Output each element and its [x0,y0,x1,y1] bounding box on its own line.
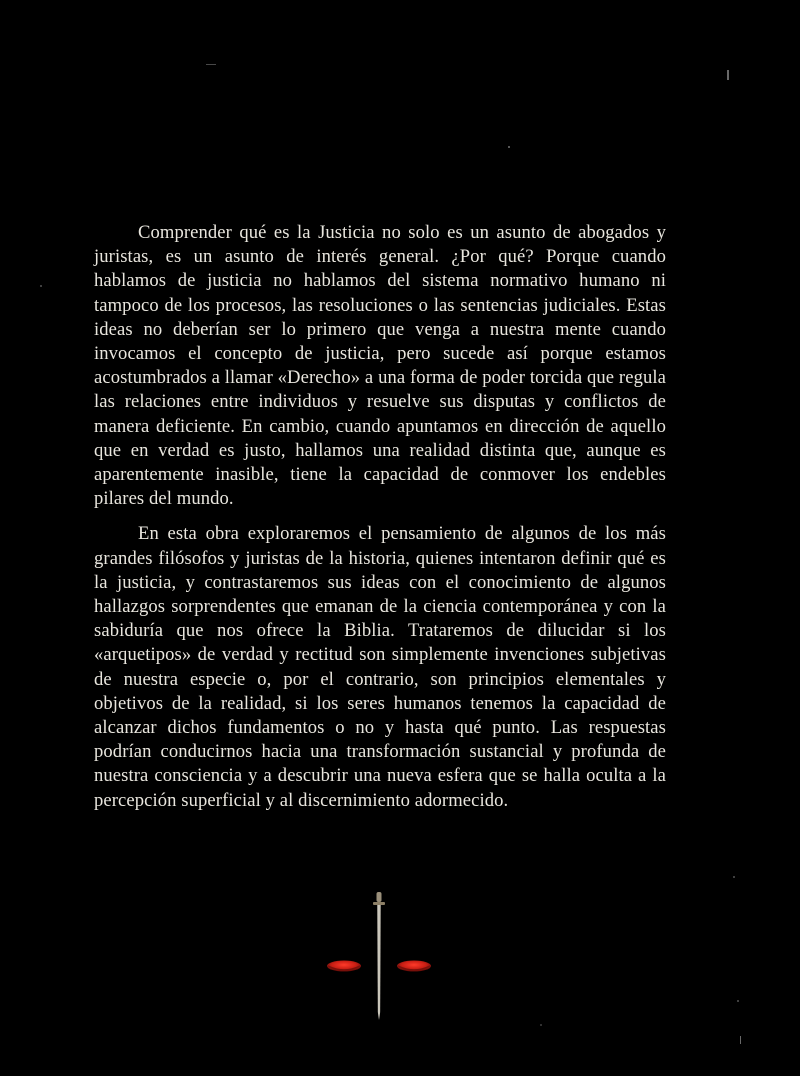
dust-speck [206,64,216,65]
dust-speck [727,70,729,80]
paragraph-2: En esta obra exploraremos el pensamiento de algunos de los más grandes filósofos y juristas de la historia, quienes intentaron definir qué es la justicia, y contrastaremos sus ideas con el conocimiento de algunos hallazgos sorprendentes que emanan de la ciencia contemporánea y con la sabiduría que nos ofrece la Biblia. Trataremos de dilucidar si los «arquetipos» de verdad y rectitud son simplemente invenciones subjetivas de nuestra especie o, por el contrario, son principios elementales y objetivos de la realidad, si los seres humanos tenemos la capacidad de alcanzar dichos fundamentos o no y hasta qué punto. Las respuestas podrían conducirnos hacia una transformación sustancial y profunda de nuestra consciencia y a descubrir una nueva esfera que se halla oculta a la percepción superficial y al discernimiento adormecido. [94,523,666,811]
dust-speck [508,146,510,148]
dust-speck [737,1000,739,1002]
dust-speck [733,876,735,878]
dust-speck [740,1036,741,1044]
sword-guard [373,902,385,905]
sword-hilt [377,892,382,902]
dust-speck [540,1024,542,1026]
paragraph-1: Comprender qué es la Justicia no solo es un asunto de abogados y juristas, es un asunto de interés general. ¿Por qué? Porque cuando hablamos de justicia no hablamos del sistema normativo humano ni tampoco de los procesos, las resoluciones o las sentencias judiciales. Estas ideas no deberían ser lo primero que venga a nuestra mente cuando invocamos el concepto de justicia, pero sucede así porque estamos acostumbrados a llamar «Derecho» a una forma de poder torcida que regula las relaciones entre individuos y resuelve sus disputas y conflictos de manera deficiente. En cambio, cuando apuntamos en dirección de aquello que en verdad es justo, hallamos una realidad distinta que, aunque es aparentemente inasible, tiene la capacidad de conmover los endebles pilares del mundo. [94,222,666,510]
scales-of-justice-icon [320,888,440,1028]
sword-blade [377,905,381,1020]
body-text [94,221,666,813]
dust-speck [40,285,42,287]
